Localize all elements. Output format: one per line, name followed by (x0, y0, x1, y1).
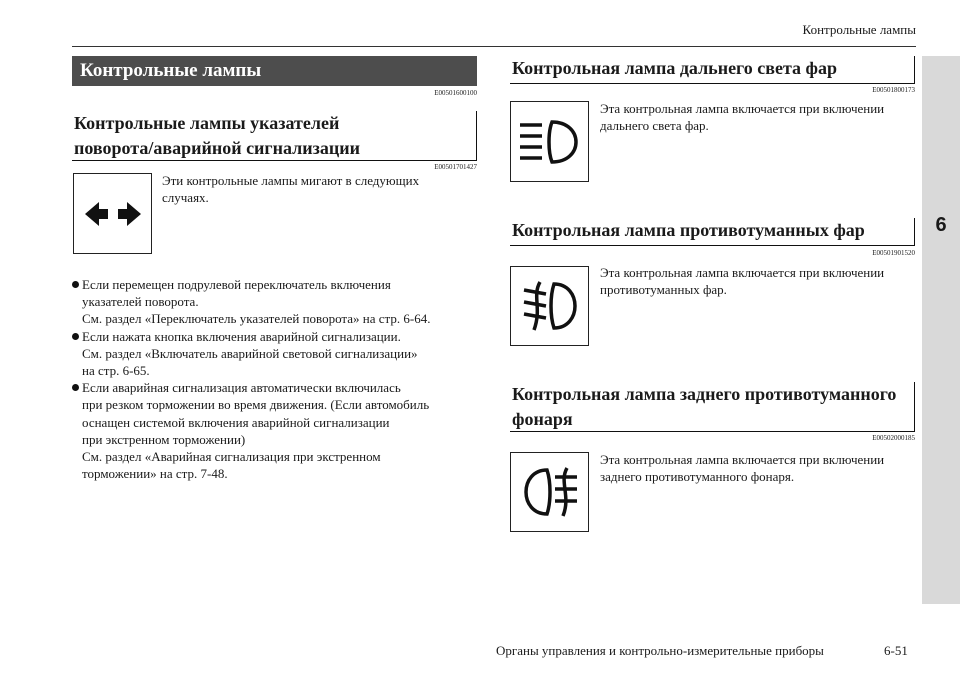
banner-code: E00501600100 (434, 89, 477, 97)
front-fog-text-line2: противотуманных фар. (600, 282, 727, 297)
bullet-line: Если нажата кнопка включения аварийной сигнализации. (82, 328, 401, 344)
rear-fog-heading (510, 382, 915, 432)
front-fog-code: E00501901520 (872, 249, 915, 257)
bullet-line: на стр. 6-65. (82, 363, 150, 379)
header-rule (72, 46, 916, 47)
running-header: Контрольные лампы (802, 22, 916, 37)
chapter-tab (922, 56, 960, 604)
turn-intro-line1: Эти контрольные лампы мигают в следующих (162, 173, 420, 188)
rear-fog-text-line2: заднего противотуманного фонаря. (600, 469, 795, 484)
turn-signal-arrows-icon (83, 199, 143, 229)
list-item (72, 379, 472, 482)
bullet-line: Если аварийная сигнализация автоматически включилась (82, 380, 401, 396)
chapter-number: 6 (935, 214, 947, 236)
high-beam-text-line2: дальнего света фар. (600, 118, 709, 133)
bullet-line: См. раздел «Включатель аварийной световой сигнализации» (82, 345, 418, 361)
turn-signal-icon-box (73, 173, 152, 254)
bullet-dot-icon (72, 333, 79, 340)
list-item (72, 276, 472, 328)
section-banner: Контрольные лампы (72, 56, 477, 86)
bullet-line: См. раздел «Переключатель указателей поворота» на стр. 6-64. (82, 311, 431, 327)
high-beam-icon (518, 117, 582, 167)
bullet-dot-icon (72, 384, 79, 391)
footer-section-title: Органы управления и контрольно-измерительные приборы (496, 643, 824, 658)
bullet-line: оснащен системой включения аварийной сигнализации (82, 414, 390, 430)
high-beam-icon-box (510, 101, 589, 182)
rear-fog-text (600, 451, 915, 485)
rear-fog-heading-line1: Контрольная лампа заднего противотуманного (512, 384, 897, 404)
bullet-line: Если перемещен подрулевой переключатель включения (82, 277, 391, 292)
turn-signal-conditions-list (72, 276, 472, 482)
rear-fog-light-icon (519, 464, 581, 520)
bullet-line: при резком торможении во время движения. (Если автомобиль (82, 397, 430, 413)
front-fog-text-line1: Эта контрольная лампа включается при включении (600, 265, 885, 280)
bullet-line: при экстренном торможении) (82, 431, 246, 447)
turn-signal-heading-line1: Контрольные лампы указателей (74, 113, 340, 133)
high-beam-text-line1: Эта контрольная лампа включается при включении (600, 101, 885, 116)
rear-fog-code: E00502000185 (872, 434, 915, 442)
turn-intro-line2: случаях. (162, 190, 209, 205)
turn-signal-heading-line2: поворота/аварийной сигнализации (74, 138, 360, 158)
rear-fog-text-line1: Эта контрольная лампа включается при включении (600, 452, 885, 467)
turn-signal-code: E00501701427 (434, 163, 477, 171)
bullet-line: указателей поворота. (82, 294, 199, 310)
front-fog-light-icon (520, 278, 580, 334)
list-item (72, 328, 472, 380)
turn-signal-intro (162, 172, 477, 206)
front-fog-heading: Контрольная лампа противотуманных фар (510, 218, 915, 246)
high-beam-code: E00501800173 (872, 86, 915, 94)
rear-fog-heading-line2: фонаря (512, 409, 573, 429)
bullet-dot-icon (72, 281, 79, 288)
front-fog-text (600, 264, 915, 298)
rear-fog-icon-box (510, 452, 589, 532)
high-beam-text (600, 100, 915, 134)
bullet-line: См. раздел «Аварийная сигнализация при экстренном (82, 449, 381, 465)
high-beam-heading: Контрольная лампа дальнего света фар (510, 56, 915, 84)
page-number: 6-51 (884, 643, 908, 658)
turn-signal-heading (72, 111, 477, 161)
front-fog-icon-box (510, 266, 589, 346)
bullet-line: торможении» на стр. 7-48. (82, 466, 228, 482)
